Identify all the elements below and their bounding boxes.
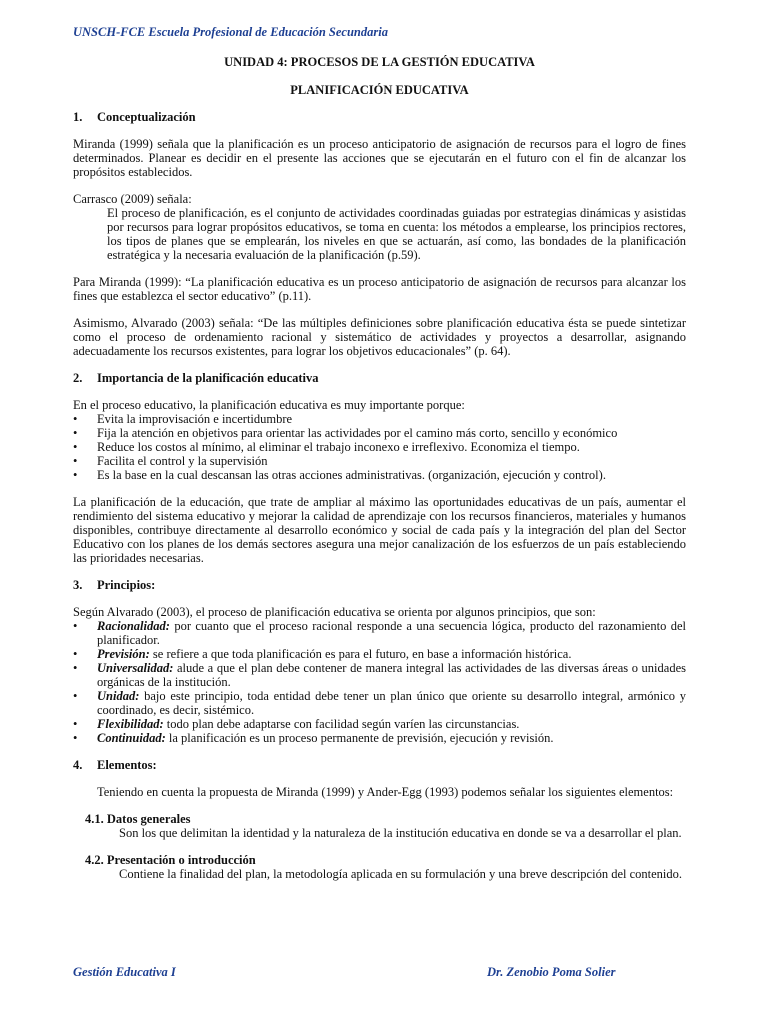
- section-1-block-quote: El proceso de planificación, es el conjunto de actividades coordinadas guiadas por estrategias dinámicas y asistidas por recursos para lograr propósitos educativos, se toma en cuenta: los métodos a emplearse, los principios rectores, los tipos de planes que se emplearán, los niveles en que se actuarán, así como, las bondades de la planificación estratégica y la necesaria evaluación de la planificación (p.59).: [107, 206, 686, 262]
- section-1-title: Conceptualización: [97, 110, 196, 124]
- section-4-heading: [73, 758, 686, 772]
- section-4-lead: Teniendo en cuenta la propuesta de Miranda (1999) y Ander-Egg (1993) podemos señalar los siguientes elementos:: [97, 785, 674, 799]
- section-1-quote-lead: Carrasco (2009) señala:: [73, 192, 192, 206]
- principle-term: Flexibilidad:: [97, 717, 164, 731]
- section-3-title: Principios:: [97, 578, 156, 592]
- principle-text: la planificación es un proceso permanente de previsión, ejecución y revisión.: [165, 731, 554, 745]
- list-item: [73, 717, 686, 731]
- subsection-4-2-title: 4.2. Presentación o introducción: [85, 853, 256, 867]
- footer-author: Dr. Zenobio Poma Solier: [487, 965, 616, 979]
- principles-list: [73, 619, 686, 745]
- principle-term: Continuidad:: [97, 731, 166, 745]
- subsection-4-1-title: 4.1. Datos generales: [85, 812, 191, 826]
- bullet-icon: •: [73, 454, 78, 468]
- list-item: [73, 468, 686, 482]
- bullet-icon: •: [73, 619, 78, 633]
- principle-term: Unidad:: [97, 689, 140, 703]
- section-1-paragraph-4: Asimismo, Alvarado (2003) señala: “De las múltiples definiciones sobre planificación educativa ésta se puede sintetizar como el proceso de ordenamiento racional y sistemático de actividades y proyectos a desarrollar, asignando adecuadamente los recursos existentes, para lograr los objetivos educacionales” (p. 64).: [73, 316, 686, 358]
- bullet-icon: •: [73, 412, 78, 426]
- section-3-lead: Según Alvarado (2003), el proceso de planificación educativa se orienta por algunos principios, que son:: [73, 605, 596, 619]
- section-3-heading: [73, 578, 686, 592]
- section-2-paragraph: La planificación de la educación, que trate de ampliar al máximo las oportunidades educativas de un país, aumentar el rendimiento del sistema educativo y mejorar la calidad de aprendizaje con los recursos financieros, materiales y humanos disponibles, contribuye directamente al desarrollo económico y social de cada país y la integración del plan del Sector Educativo con los planes de los demás sectores asegura una mejor canalización de los esfuerzos de un país estableciendo las prioridades necesarias.: [73, 495, 686, 565]
- topic-title: PLANIFICACIÓN EDUCATIVA: [290, 83, 469, 97]
- section-2-number: 2.: [73, 371, 83, 385]
- section-3-number: 3.: [73, 578, 83, 592]
- list-item: [73, 454, 686, 468]
- list-item-text: Es la base en la cual descansan las otras acciones administrativas. (organización, ejecución y control).: [97, 468, 606, 482]
- section-4-title: Elementos:: [97, 758, 157, 772]
- bullet-icon: •: [73, 468, 78, 482]
- list-item-text: Facilita el control y la supervisión: [97, 454, 268, 468]
- section-1-number: 1.: [73, 110, 83, 124]
- unit-title: UNIDAD 4: PROCESOS DE LA GESTIÓN EDUCATIVA: [224, 55, 535, 69]
- list-item: [73, 619, 686, 647]
- footer-course: Gestión Educativa I: [73, 965, 176, 979]
- list-item-text: Fija la atención en objetivos para orientar las actividades por el camino más corto, sencillo y económico: [97, 426, 618, 440]
- subsection-4-2-text: Contiene la finalidad del plan, la metodología aplicada en su formulación y una breve descripción del contenido.: [119, 867, 683, 881]
- bullet-icon: •: [73, 661, 78, 675]
- section-2-lead: En el proceso educativo, la planificación educativa es muy importante porque:: [73, 398, 465, 412]
- list-item: [73, 689, 686, 717]
- subsection-4-1-text: Son los que delimitan la identidad y la naturaleza de la institución educativa en donde se va a desarrollar el plan.: [119, 826, 682, 840]
- section-1-heading: [73, 110, 686, 124]
- principle-text: todo plan debe adaptarse con facilidad según varíen las circunstancias.: [163, 717, 520, 731]
- bullet-icon: •: [73, 717, 78, 731]
- principle-text: bajo este principio, toda entidad debe tener un plan único que oriente su desarrollo integral, armónico y coordinado, es decir, sistémico.: [97, 689, 686, 717]
- list-item: [73, 426, 686, 440]
- principle-text: alude a que el plan debe contener de manera integral las actividades de las diversas áreas o unidades orgánicas de la institución.: [97, 661, 686, 689]
- list-item: [73, 440, 686, 454]
- list-item: [73, 412, 686, 426]
- bullet-icon: •: [73, 731, 78, 745]
- section-2-title: Importancia de la planificación educativa: [97, 371, 319, 385]
- section-1-paragraph-1: Miranda (1999) señala que la planificación es un proceso anticipatorio de asignación de recursos para el logro de fines determinados. Planear es decidir en el presente las acciones que se ejecutarán en el futuro con el fin de alcanzar los propósitos establecidos.: [73, 137, 686, 179]
- importance-list: [73, 412, 686, 482]
- list-item-text: Reduce los costos al mínimo, al eliminar el trabajo inconexo e irreflexivo. Economiza el tiempo.: [97, 440, 580, 454]
- bullet-icon: •: [73, 426, 78, 440]
- list-item: [73, 647, 686, 661]
- list-item: [73, 661, 686, 689]
- bullet-icon: •: [73, 647, 78, 661]
- page-header: UNSCH-FCE Escuela Profesional de Educación Secundaria: [73, 25, 388, 39]
- bullet-icon: •: [73, 689, 78, 703]
- section-1-paragraph-3: Para Miranda (1999): “La planificación educativa es un proceso anticipatorio de asignación de recursos para alcanzar los fines que establezca el sector educativo” (p.11).: [73, 275, 686, 303]
- principle-text: se refiere a que toda planificación es para el futuro, en base a información histórica.: [149, 647, 572, 661]
- document-body: [73, 55, 686, 894]
- list-item: [73, 731, 686, 745]
- bullet-icon: •: [73, 440, 78, 454]
- principle-term: Universalidad:: [97, 661, 174, 675]
- principle-term: Racionalidad:: [97, 619, 170, 633]
- list-item-text: Evita la improvisación e incertidumbre: [97, 412, 293, 426]
- section-4-number: 4.: [73, 758, 83, 772]
- section-2-heading: [73, 371, 686, 385]
- principle-term: Previsión:: [97, 647, 150, 661]
- principle-text: por cuanto que el proceso racional responde a una secuencia lógica, producto del razonamiento del planificador.: [97, 619, 686, 647]
